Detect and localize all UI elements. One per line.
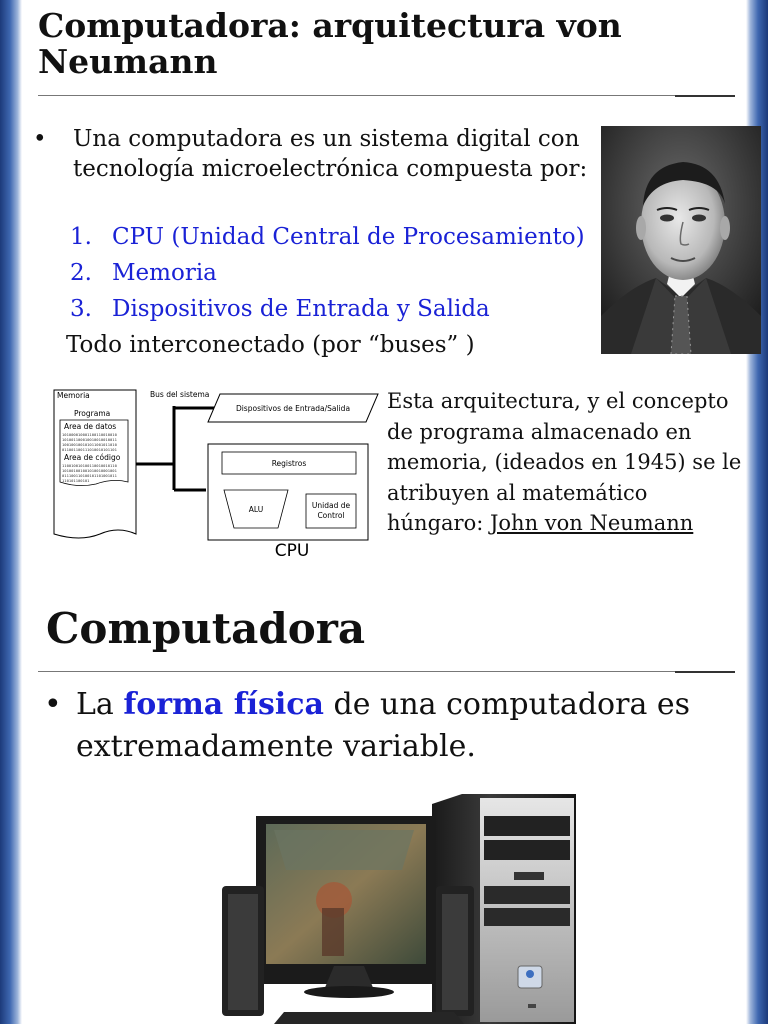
- intro-bullet: [33, 124, 593, 184]
- list-number: 3.: [70, 296, 92, 322]
- list-label: Dispositivos de Entrada y Salida: [112, 296, 490, 322]
- io-devices-label: Dispositivos de Entrada/Salida: [235, 404, 351, 413]
- desktop-computer-image: [214, 790, 594, 1024]
- svg-text:110010010100110010010110: 110010010100110010010110: [62, 463, 117, 468]
- architecture-diagram: [48, 384, 388, 564]
- svg-text:011001100111010010101101: 011001100111010010101101: [62, 447, 117, 452]
- bus-label: Bus del sistema: [150, 390, 210, 399]
- program-label: Programa: [74, 409, 111, 418]
- intro-text: Una computadora es un sistema digital con tecnología microelectrónica compuesta por:: [73, 126, 588, 182]
- slide-title: Computadora: [46, 604, 366, 653]
- description-text: Esta arquitectura, y el concepto de programa almacenado en memoria, (ideados en 1945) se le atribuyen al matemático húngaro:: [387, 389, 742, 535]
- list-item: [70, 294, 585, 330]
- svg-text:110101100101: 110101100101: [62, 478, 90, 483]
- list-number: 2.: [70, 260, 92, 286]
- title-divider: [38, 95, 735, 96]
- control-unit-label-2: Control: [317, 511, 345, 520]
- registers-label: Registros: [271, 459, 307, 468]
- data-area-label: Area de datos: [64, 422, 117, 431]
- svg-text:101000010001100110010010: 101000010001100110010010: [62, 432, 117, 437]
- text-pre: La: [76, 687, 124, 722]
- memory-label: Memoria: [57, 391, 90, 400]
- code-area-label: Area de código: [64, 453, 121, 462]
- svg-text:101001100010010010010011: 101001100010010010010011: [62, 437, 117, 442]
- interconnect-text: Todo interconectado (por “buses” ): [66, 332, 475, 358]
- svg-text:101001001001010010001001: 101001001001010010001001: [62, 468, 117, 473]
- list-label: CPU (Unidad Central de Procesamiento): [112, 224, 585, 250]
- cpu-label: CPU: [274, 541, 310, 561]
- architecture-description: [387, 386, 747, 539]
- bullet-marker: •: [44, 687, 62, 722]
- components-list: [70, 222, 585, 330]
- alu-label: ALU: [248, 505, 264, 514]
- bullet-marker: •: [33, 126, 47, 152]
- svg-text:100100100101011001011010: 100100100101011001011010: [62, 442, 117, 447]
- svg-text:011100110100101101001011: 011100110100101101001011: [62, 473, 117, 478]
- pc-keyboard: [274, 1012, 464, 1024]
- list-item: [70, 222, 585, 258]
- von-neumann-name: John von Neumann: [489, 511, 694, 535]
- list-item: [70, 258, 585, 294]
- memory-block: [54, 390, 136, 538]
- slide-computer: [0, 576, 768, 1024]
- title-divider: [38, 671, 735, 672]
- slide-edge-left: [0, 0, 22, 576]
- list-label: Memoria: [112, 260, 217, 286]
- pc-monitor: [256, 816, 436, 998]
- list-number: 1.: [70, 224, 92, 250]
- slide-edge-right: [746, 576, 768, 1024]
- slide-edge-left: [0, 576, 22, 1024]
- slide-title: Computadora: arquitectura von Neumann: [38, 6, 622, 82]
- highlight-text: forma física: [123, 687, 324, 722]
- control-unit-label-1: Unidad de: [311, 501, 351, 510]
- physical-form-text: [76, 684, 734, 768]
- physical-form-bullet: [44, 684, 734, 768]
- system-bus: [136, 406, 216, 490]
- text-post: de una computadora es extremadamente variable.: [76, 687, 691, 764]
- von-neumann-portrait: [601, 126, 761, 354]
